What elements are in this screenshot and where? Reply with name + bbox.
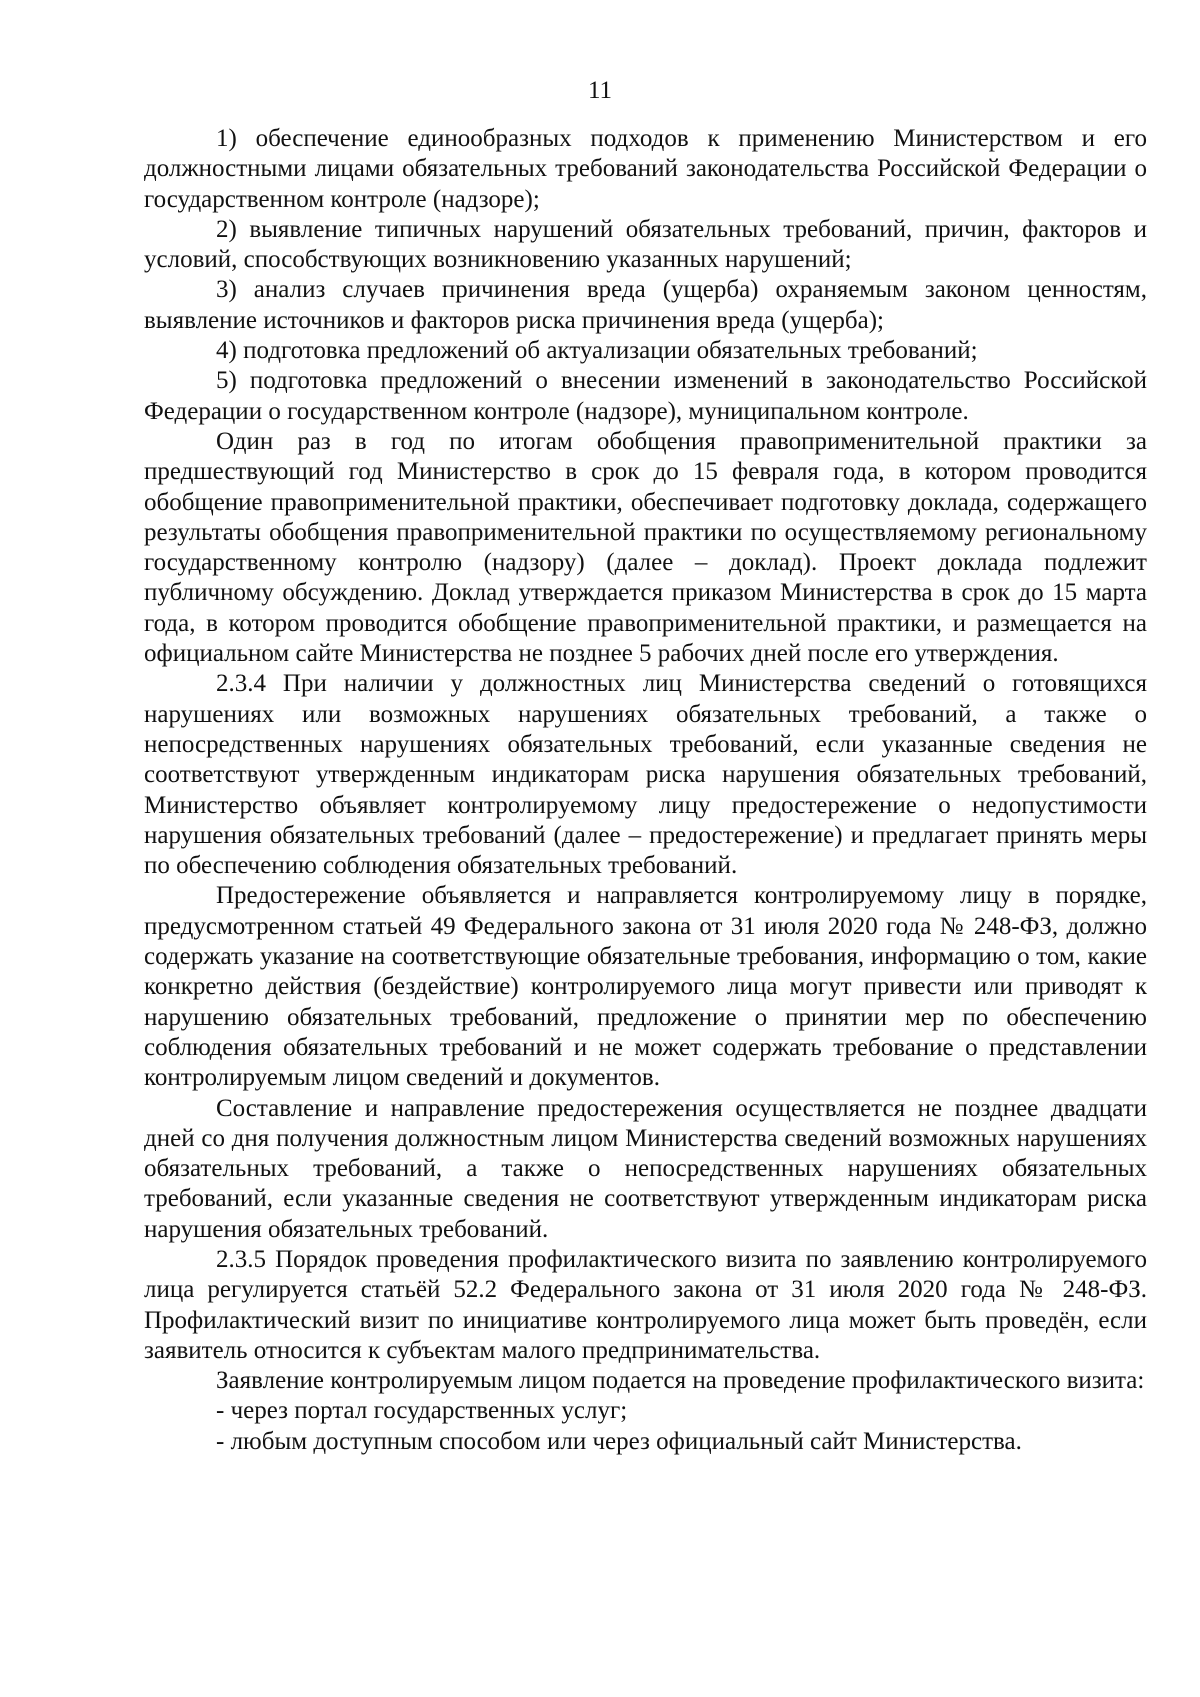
paragraph-annual-report: Один раз в год по итогам обобщения правоприменительной практики за предшествующий год Министерство в срок до 15 февраля года, в котором проводится обобщение правоприменительной практики, обеспечивает подготовку доклада, содержащего результаты обобщения правоприменительной практики по осуществляемому региональному государственному контролю (надзору) (далее – доклад). Проект доклада подлежит публичному обсуждению. Доклад утверждается приказом Министерства в срок до 15 марта года, в котором проводится обобщение правоприменительной практики, и размещается на официальном сайте Министерства не позднее 5 рабочих дней после его утверждения. bbox=[144, 427, 1147, 668]
document-body bbox=[144, 124, 1147, 1457]
list-item-public-services-portal: - через портал государственных услуг; bbox=[216, 1397, 628, 1425]
page-number: 11 bbox=[587, 77, 613, 104]
list-item-any-method: - любым доступным способом или через официальный сайт Министерства. bbox=[216, 1427, 1022, 1455]
paragraph-warning-deadline: Составление и направление предостережения осуществляется не позднее двадцати дней со дня получения должностным лицом Министерства сведений возможных нарушениях обязательных требований, а также о непосредственных нарушениях обязательных требований, если указанные сведения не соответствуют утвержденным индикаторам риска нарушения обязательных требований. bbox=[144, 1094, 1147, 1243]
paragraph-item-4: 4) подготовка предложений об актуализации обязательных требований; bbox=[216, 337, 978, 365]
paragraph-item-2: 2) выявление типичных нарушений обязательных требований, причин, факторов и условий, способствующих возникновению указанных нарушений; bbox=[144, 215, 1147, 274]
paragraph-item-1: 1) обеспечение единообразных подходов к применению Министерством и его должностными лицами обязательных требований законодательства Российской Федерации о государственном контроле (надзоре); bbox=[144, 125, 1147, 213]
paragraph-item-3: 3) анализ случаев причинения вреда (ущерба) охраняемым законом ценностям, выявление источников и факторов риска причинения вреда (ущерба); bbox=[144, 276, 1147, 334]
paragraph-warning-procedure: Предостережение объявляется и направляется контролируемому лицу в порядке, предусмотренном статьей 49 Федерального закона от 31 июля 2020 года № 248-ФЗ, должно содержать указание на соответствующие обязательные требования, информацию о том, какие конкретно действия (бездействие) контролируемого лица могут привести или приводят к нарушению обязательных требований, предложение о принятии мер по обеспечению соблюдения обязательных требований и не может содержать требование о представлении контролируемым лицом сведений и документов. bbox=[144, 882, 1147, 1092]
paragraph-item-5: 5) подготовка предложений о внесении изменений в законодательство Российской Федерации о государственном контроле (надзоре), муниципальном контроле. bbox=[144, 367, 1147, 425]
paragraph-application: Заявление контролируемым лицом подается на проведение профилактического визита: bbox=[216, 1367, 1145, 1395]
paragraph-section-2-3-4: 2.3.4 При наличии у должностных лиц Министерства сведений о готовящихся нарушениях или возможных нарушениях обязательных требований, а также о непосредственных нарушениях обязательных требований, если указанные сведения не соответствуют утвержденным индикаторам риска нарушения обязательных требований, Министерство объявляет контролируемому лицу предостережение о недопустимости нарушения обязательных требований (далее – предостережение) и предлагает принять меры по обеспечению соблюдения обязательных требований. bbox=[144, 670, 1147, 880]
paragraph-section-2-3-5: 2.3.5 Порядок проведения профилактического визита по заявлению контролируемого лица регулируется статьёй 52.2 Федерального закона от 31 июля 2020 года № 248-ФЗ. Профилактический визит по инициативе контролируемого лица может быть проведён, если заявитель относится к субъектам малого предпринимательства. bbox=[144, 1245, 1147, 1364]
